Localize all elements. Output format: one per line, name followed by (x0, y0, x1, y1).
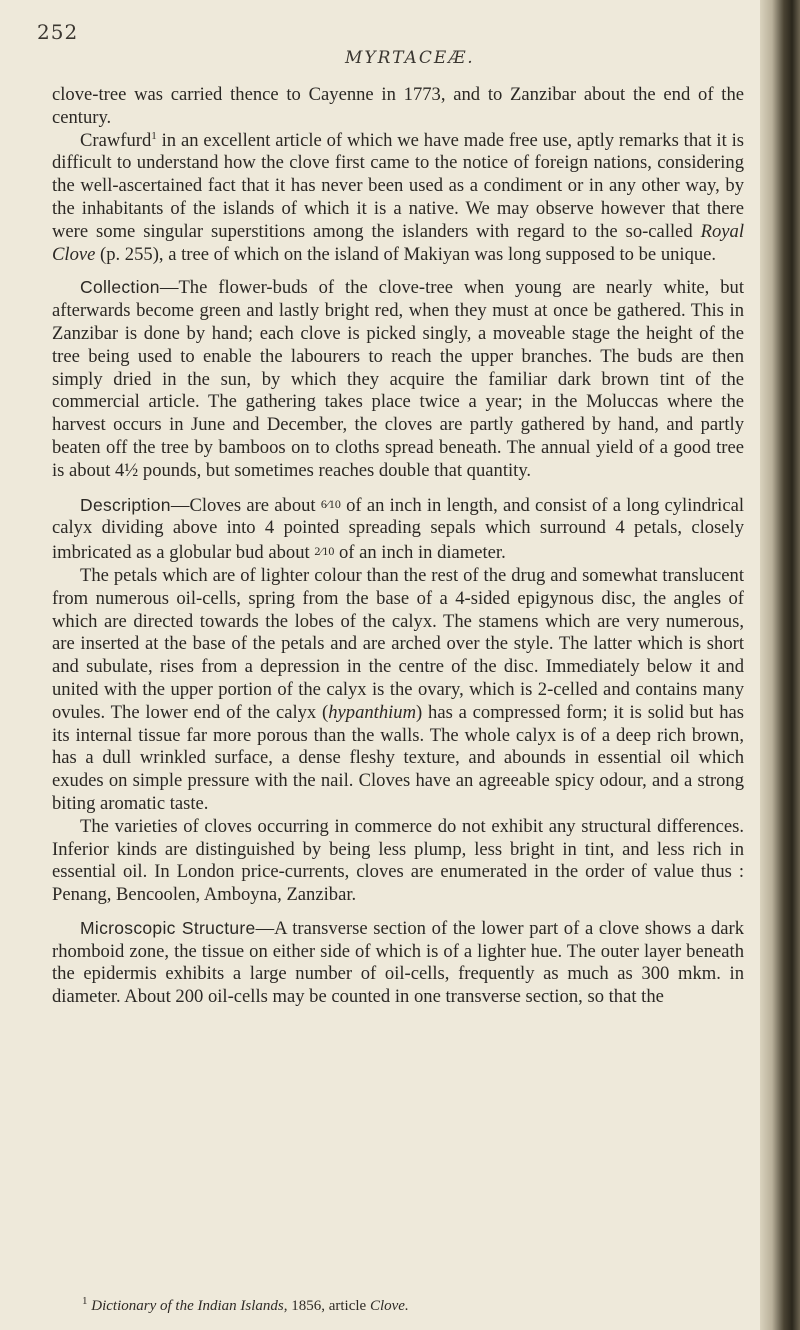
body-text (52, 84, 744, 1009)
page-number: 252 (37, 20, 79, 44)
paragraph-microscopic: Microscopic Structure—A transverse section of the lower part of a clove shows a dark rhomboid zone, the tissue on either side of which is of a lighter hue. The outer layer beneath the epidermis exhibits a large number of oil-cells, frequently as much as 300 mkm. in diameter. About 200 oil-cells may be counted in one transverse section, so that the (52, 917, 744, 1008)
paragraph-description: Description—Cloves are about 6⁄10 of an inch in length, and consist of a long cylindrical calyx dividing above into 4 pointed spreading sepals which surround 4 petals, closely imbricated as a globular bud about 2⁄10 of an inch in diameter. (52, 494, 744, 564)
paragraph-continuation: clove-tree was carried thence to Cayenne in 1773, and to Zanzibar about the end of the century. (52, 84, 744, 128)
section-heading-description: Description (80, 494, 171, 515)
fraction-length: 6⁄10 (320, 496, 341, 511)
footnote: $^1$ Dictionary of the Indian Islands, 1856, article Clove. (82, 1295, 409, 1314)
section-heading-microscopic: Microscopic Structure (80, 917, 256, 938)
paragraph-crawfurd: Crawfurd$^1$ in an excellent article of which we have made free use, aptly remarks that it is difficult to understand how the clove first came to the notice of foreign nations, considering the well-ascertained fact that it has never been used as a condiment or in any other way, by the inhabitants of the islands of which it is a native. We may observe however that there were some singular superstitions among the islanders with regard to the so-called Royal Clove (p. 255), a tree of which on the island of Makiyan was long supposed to be unique. (52, 129, 744, 265)
running-head: MYRTACEÆ. (345, 48, 475, 68)
paragraph-petals: The petals which are of lighter colour than the rest of the drug and somewhat translucent from numerous oil-cells, spring from the base of a 4-sided epigynous disc, the angles of which are directed towards the lobes of the calyx. The stamens which are very numerous, are inserted at the base of the petals and are arched over the style. The latter which is short and subulate, rises from a depression in the centre of the disc. Immediately below it and united with the upper portion of the calyx is the ovary, which is 2-celled and contains many ovules. The lower end of the calyx (hypanthium) has a compressed form; it is solid but has its internal tissue far more porous than the walls. The whole calyx is of a deep rich brown, has a dull wrinkled surface, a dense fleshy texture, and abounds in essential oil which exudes on simple pressure with the nail. Cloves have an agreeable spicy odour, and a strong biting aromatic taste. (52, 564, 745, 814)
paragraph-collection: Collection—The flower-buds of the clove-tree when young are nearly white, but afterwards become green and lastly bright red, when they must at once be gathered. This in Zanzibar is done by hand; each clove is picked singly, a moveable stage the height of the tree being used to enable the labourers to reach the upper branches. The buds are then simply dried in the sun, by which they acquire the familiar dark brown tint of the commercial article. The gathering takes place twice a year; in the Moluccas where the harvest occurs in June and December, the cloves are partly gathered by hand, and partly beaten off the tree by bamboos on to cloths spread beneath. The annual yield of a good tree is about 4½ pounds, but sometimes reaches double that quantity. (52, 277, 744, 481)
footnote-reference: 1 (151, 129, 157, 142)
section-heading-collection: Collection (80, 277, 160, 298)
book-binding-edge (760, 0, 800, 1330)
paragraph-varieties: The varieties of cloves occurring in commerce do not exhibit any structural differences. Inferior kinds are distinguished by being less plump, less bright in tint, and less rich in essential oil. In London price-currents, cloves are enumerated in the order of value thus : Penang, Bencoolen, Amboyna, Zanzibar. (52, 815, 744, 906)
fraction-diameter: 2⁄10 (314, 544, 335, 559)
